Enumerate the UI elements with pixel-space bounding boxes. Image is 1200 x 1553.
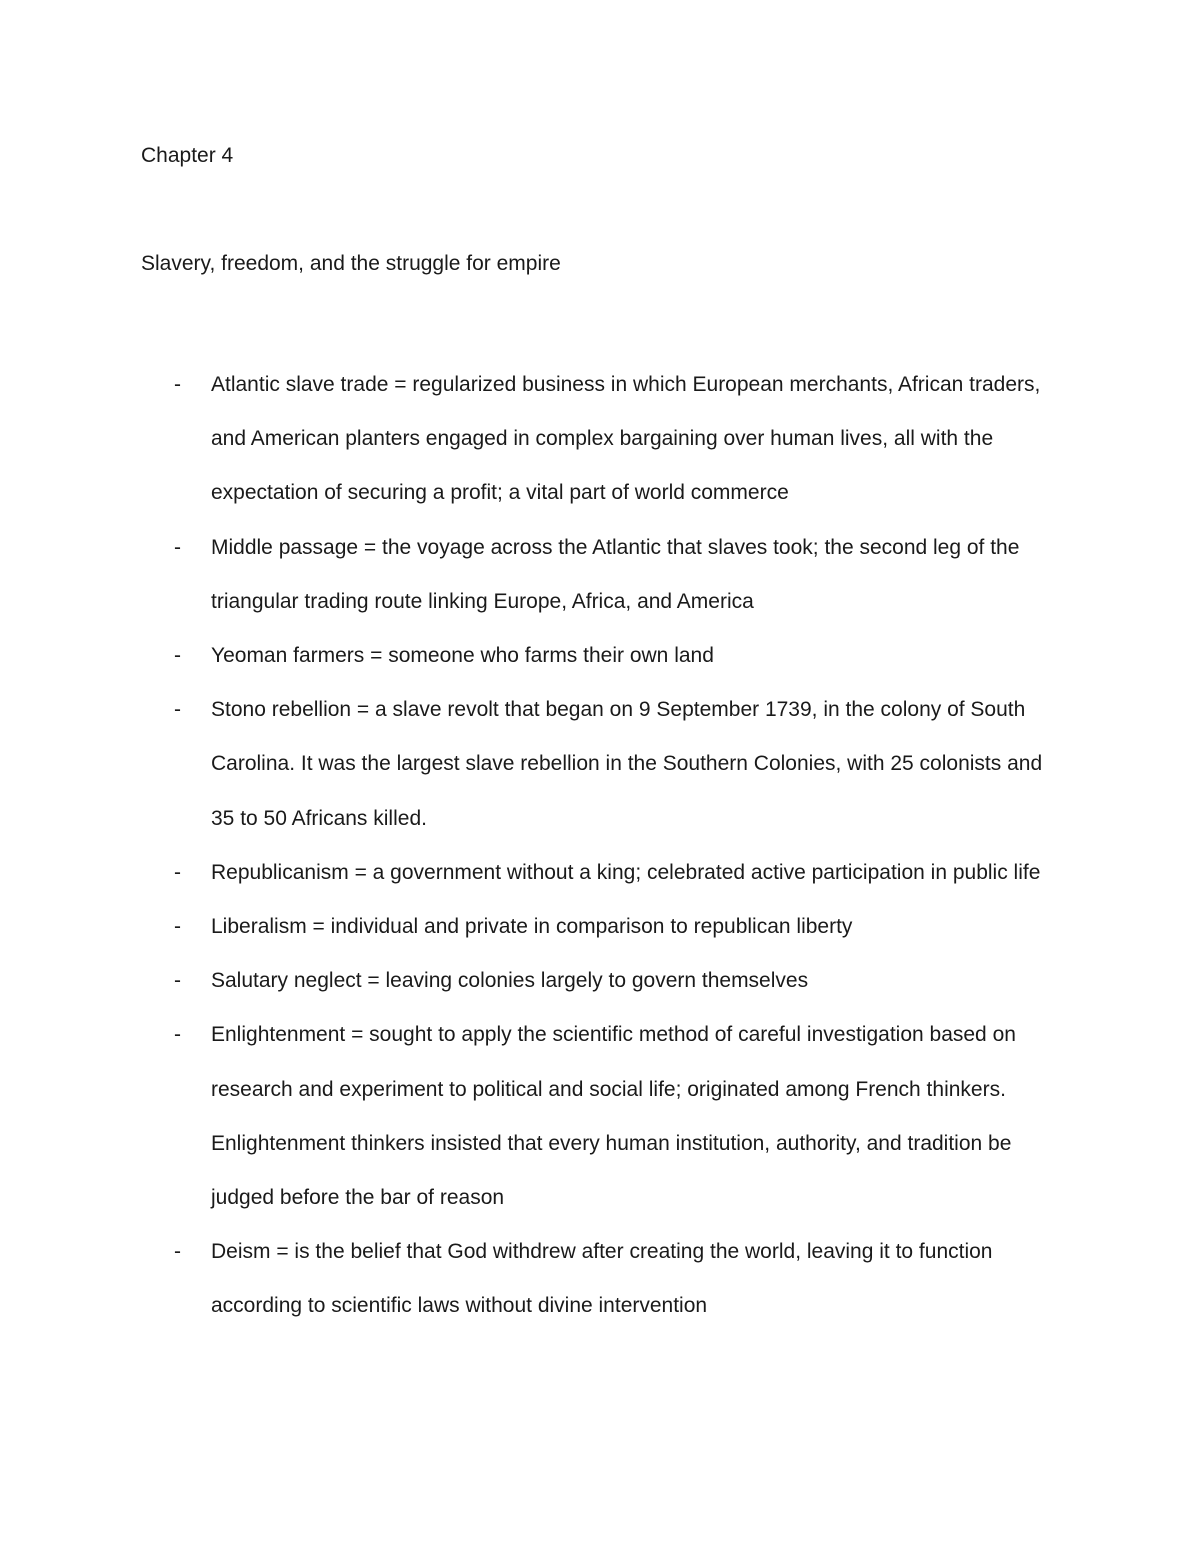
- bullet-dash: -: [174, 535, 181, 559]
- note-text: Deism = is the belief that God withdrew after creating the world, leaving it to function according to scientific laws without divine intervention: [211, 1240, 993, 1318]
- note-text: Stono rebellion = a slave revolt that began on 9 September 1739, in the colony of South Carolina. It was the largest slave rebellion in the Southern Colonies, with 25 colonists and 35 to 50 Africans killed.: [211, 698, 1043, 830]
- bullet-dash: -: [174, 698, 181, 722]
- note-text: Republicanism = a government without a king; celebrated active participation in public life: [211, 860, 1041, 884]
- list-item: [0, 954, 1071, 1008]
- bullet-dash: -: [174, 860, 181, 884]
- list-item: [0, 1225, 1071, 1333]
- bullet-dash: -: [174, 969, 181, 993]
- note-text: Yeoman farmers = someone who farms their own land: [211, 644, 714, 668]
- notes-list: [0, 358, 1200, 1334]
- list-item: [0, 900, 1071, 954]
- section-subtitle: Slavery, freedom, and the struggle for empire: [141, 252, 561, 275]
- list-item: [0, 1008, 1071, 1225]
- bullet-dash: -: [174, 1240, 181, 1264]
- list-item: [0, 629, 1071, 683]
- list-item: [0, 683, 1071, 846]
- bullet-dash: -: [174, 373, 181, 396]
- list-item: [0, 358, 1071, 521]
- note-text: Atlantic slave trade = regularized business in which European merchants, African traders, and American planters engaged in complex bargaining over human lives, all with the expectation of securing a profit; a vital part of world commerce: [211, 373, 1041, 505]
- note-text: Liberalism = individual and private in comparison to republican liberty: [211, 915, 853, 939]
- bullet-dash: -: [174, 915, 181, 939]
- note-text: Middle passage = the voyage across the Atlantic that slaves took; the second leg of the triangular trading route linking Europe, Africa, and America: [211, 535, 1020, 613]
- chapter-title: Chapter 4: [141, 144, 234, 167]
- list-item: [0, 521, 1071, 629]
- bullet-dash: -: [174, 1023, 181, 1047]
- note-text: Enlightenment = sought to apply the scientific method of careful investigation based on research and experiment to political and social life; originated among French thinkers. Enlightenment thinkers insisted that every human institution, authority, and tradition be judged before the bar of reason: [211, 1023, 1016, 1210]
- list-item: [0, 846, 1071, 900]
- bullet-dash: -: [174, 644, 181, 668]
- note-text: Salutary neglect = leaving colonies largely to govern themselves: [211, 969, 809, 993]
